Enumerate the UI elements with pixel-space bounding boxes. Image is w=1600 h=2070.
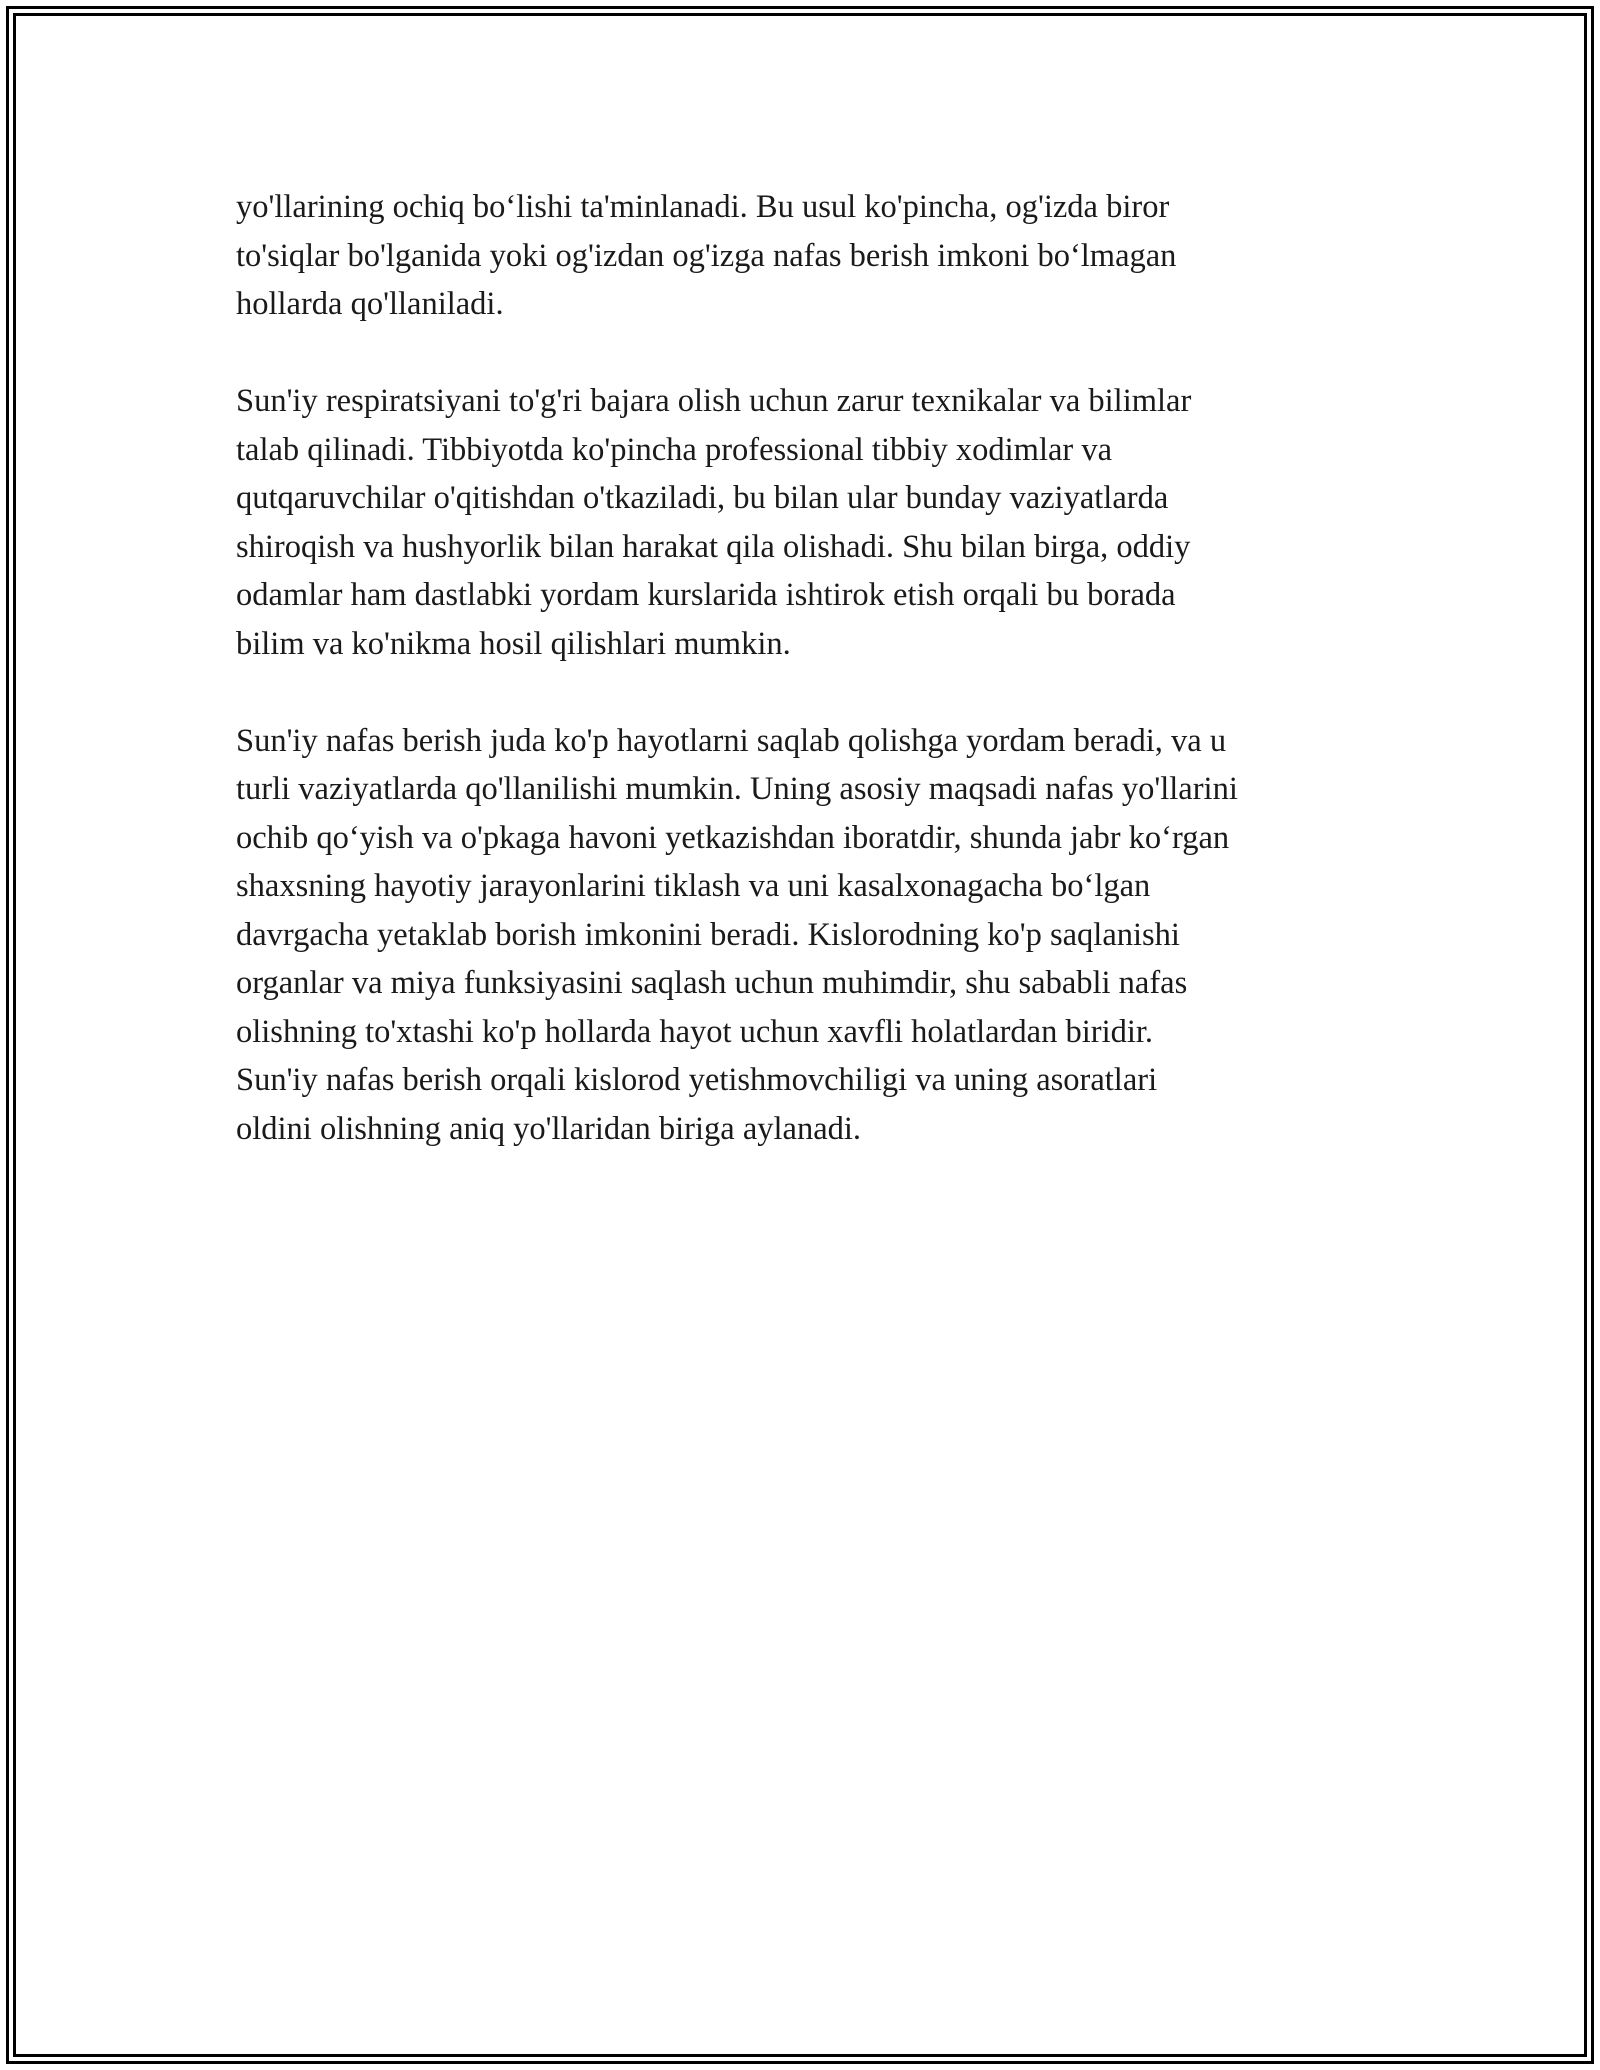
text-line: turli vaziyatlarda qo'llanilishi mumkin. Uning asosiy maqsadi nafas yo'llarini: [236, 771, 1238, 807]
text-line: qutqaruvchilar o'qitishdan o'tkaziladi, bu bilan ular bunday vaziyatlarda: [236, 480, 1169, 516]
text-line: to'siqlar bo'lganida yoki og'izdan og'izga nafas berish imkoni bo‘lmagan: [236, 237, 1177, 274]
text-line: davrgacha yetaklab borish imkonini beradi. Kislorodning ko'p saqlanishi: [236, 916, 1180, 953]
text-line: yo'llarining ochiq bo‘lishi ta'minlanadi. Bu usul ko'pincha, og'izda biror: [236, 189, 1170, 225]
text-line: ochib qo‘yish va o'pkaga havoni yetkazishdan iboratdir, shunda jabr ko‘rgan: [236, 819, 1230, 856]
text-line: organlar va miya funksiyasini saqlash uchun muhimdir, shu sababli nafas: [236, 965, 1188, 1001]
text-line: shaxsning hayotiy jarayonlarini tiklash va uni kasalxonagacha bo‘lgan: [236, 868, 1151, 904]
text-line: olishning to'xtashi ko'p hollarda hayot uchun xavfli holatlardan biridir.: [236, 1013, 1154, 1050]
text-line: odamlar ham dastlabki yordam kurslarida ishtirok etish orqali bu borada: [236, 577, 1176, 613]
text-line: talab qilinadi. Tibbiyotda ko'pincha professional tibbiy xodimlar va: [236, 431, 1113, 468]
text-line: Sun'iy nafas berish orqali kislorod yetishmovchiligi va uning asoratlari: [236, 1062, 1158, 1098]
text-line: Sun'iy respiratsiyani to'g'ri bajara olish uchun zarur texnikalar va bilimlar: [236, 383, 1192, 419]
paragraph-2: [236, 377, 1396, 668]
text-line: bilim va ko'nikma hosil qilishlari mumkin.: [236, 625, 791, 662]
text-line: shiroqish va hushyorlik bilan harakat qila olishadi. Shu bilan birga, oddiy: [236, 528, 1191, 565]
paragraph-1: [236, 183, 1396, 329]
paragraph-3: [236, 717, 1396, 1154]
text-line: hollarda qo'llaniladi.: [236, 286, 504, 322]
text-line: Sun'iy nafas berish juda ko'p hayotlarni saqlab qolishga yordam beradi, va u: [236, 722, 1227, 759]
text-line: oldini olishning aniq yo'llaridan biriga aylanadi.: [236, 1110, 862, 1147]
document-body: [236, 183, 1396, 1202]
